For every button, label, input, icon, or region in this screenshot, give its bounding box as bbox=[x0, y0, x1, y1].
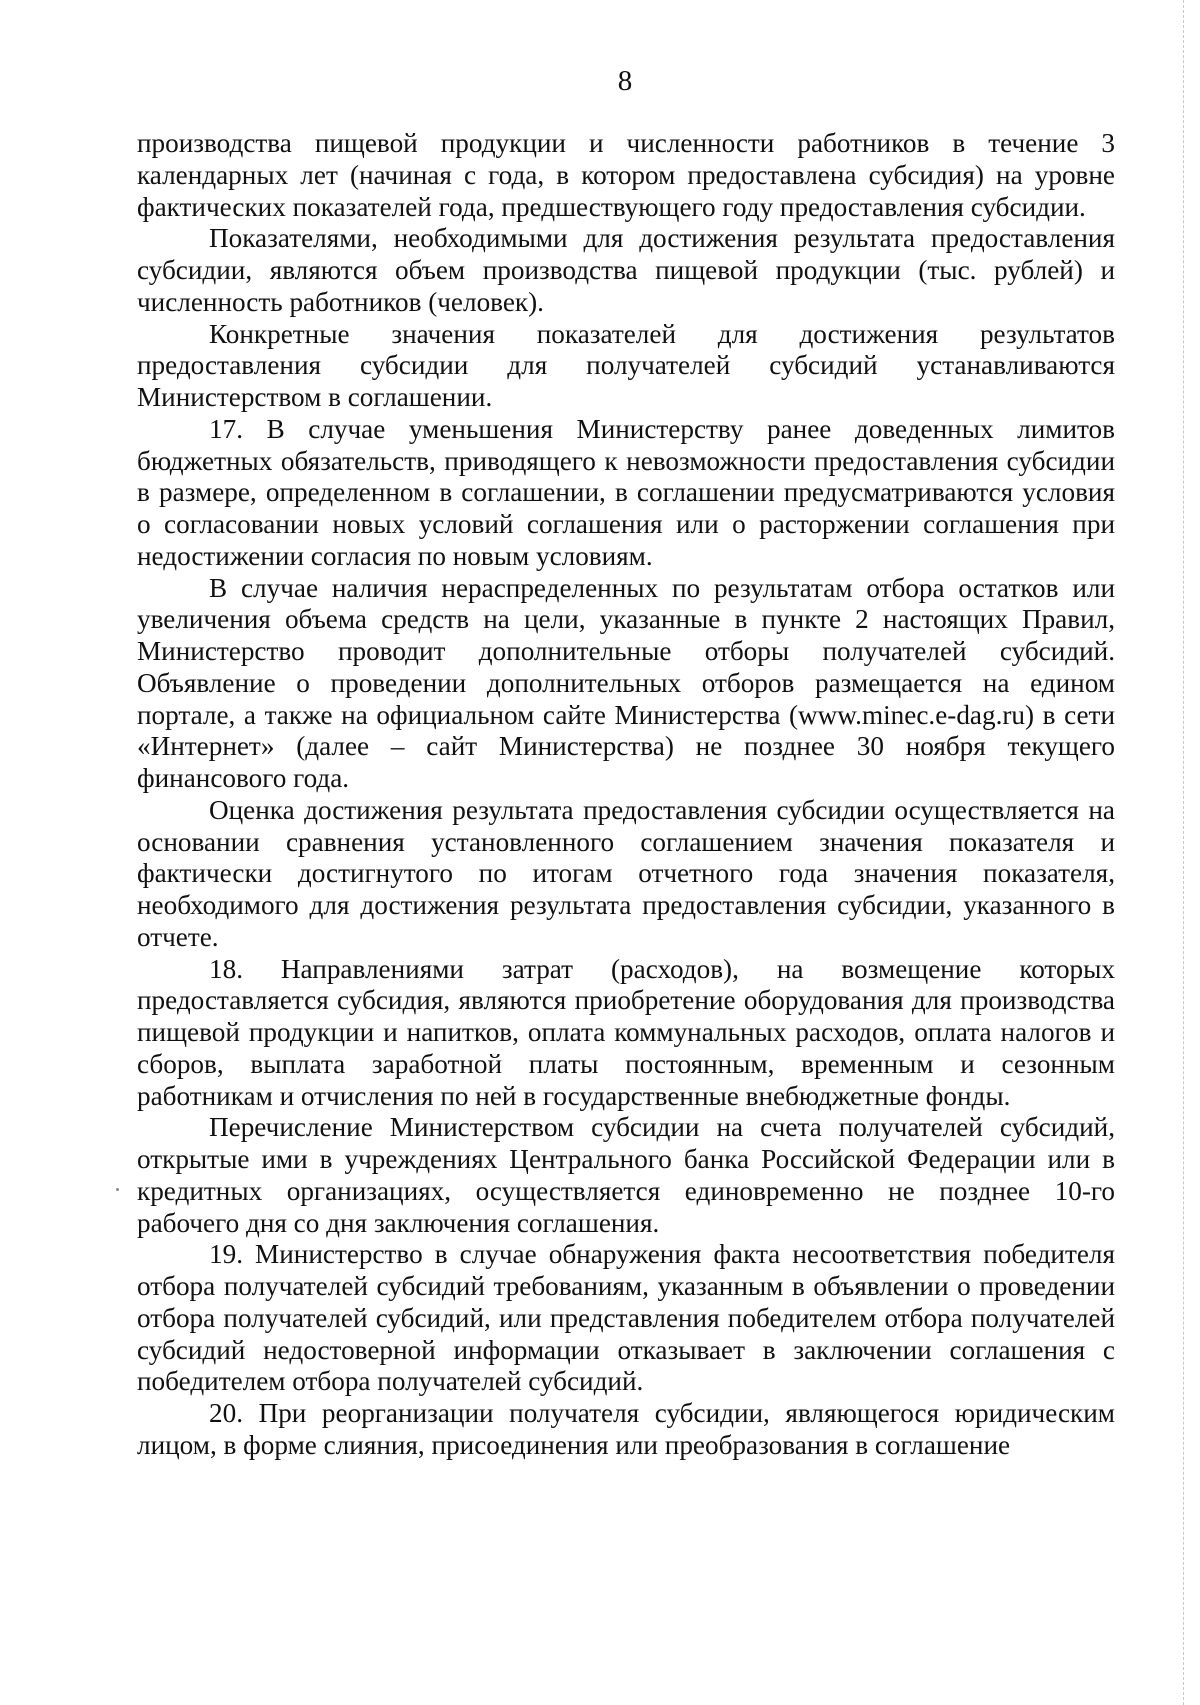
paragraph-additional-selection: В случае наличия нераспределенных по результатам отбора остатков или увеличения объема средств на цели, указанные в пункте 2 настоящих Правил, Министерство проводит дополнительные отборы получателей субсидий. Объявление о проведении дополнительных отборов размещается на едином портале, а также на официальном сайте Министерства (www.minec.e-dag.ru) в сети «Интернет» (далее – сайт Министерства) не позднее 30 ноября текущего финансового года. bbox=[137, 572, 1115, 793]
paragraph-clause-20: 20. При реорганизации получателя субсидии, являющегося юридическим лицом, в форме слияния, присоединения или преобразования в соглашение bbox=[137, 1398, 1115, 1460]
paragraph-indicators: Показателями, необходимыми для достижения результата предоставления субсидии, являются объем производства пищевой продукции (тыс. рублей) и численность работников (человек). bbox=[137, 223, 1115, 317]
scan-speck bbox=[116, 1188, 119, 1191]
document-body bbox=[137, 128, 1115, 1462]
paragraph-specific-values: Конкретные значения показателей для достижения результатов предоставления субсидии для получателей субсидий устанавливаются Министерством в соглашении. bbox=[137, 318, 1115, 412]
paragraph-transfer: Перечисление Министерством субсидии на счета получателей субсидий, открытые ими в учреждениях Центрального банка Российской Федерации или в кредитных организациях, осуществляется единовременно не позднее 10-го рабочего дня со дня заключения соглашения. bbox=[137, 1112, 1115, 1238]
scan-margin-line bbox=[1182, 0, 1184, 1705]
paragraph-evaluation: Оценка достижения результата предоставления субсидии осуществляется на основании сравнения установленного соглашением значения показателя и фактически достигнутого по итогам отчетного года значения показателя, необходимого для достижения результата предоставления субсидии, указанного в отчете. bbox=[137, 794, 1115, 952]
paragraph-clause-18: 18. Направлениями затрат (расходов), на возмещение которых предоставляется субсидия, являются приобретение оборудования для производства пищевой продукции и напитков, оплата коммунальных расходов, оплата налогов и сборов, выплата заработной платы постоянным, временным и сезонным работникам и отчисления по ней в государственные внебюджетные фонды. bbox=[137, 953, 1115, 1111]
paragraph-continuation: производства пищевой продукции и численности работников в течение 3 календарных лет (начиная с года, в котором предоставлена субсидия) на уровне фактических показателей года, предшествующего году предоставления субсидии. bbox=[137, 128, 1115, 222]
page-number: 8 bbox=[617, 65, 633, 97]
paragraph-clause-19: 19. Министерство в случае обнаружения факта несоответствия победителя отбора получателей субсидий требованиям, указанным в объявлении о проведении отбора получателей субсидий, или представления победителем отбора получателей субсидий недостоверной информации отказывает в заключении соглашения с победителем отбора получателей субсидий. bbox=[137, 1239, 1115, 1397]
paragraph-clause-17: 17. В случае уменьшения Министерству ранее доведенных лимитов бюджетных обязательств, приводящего к невозможности предоставления субсидии в размере, определенном в соглашении, в соглашении предусматриваются условия о согласовании новых условий соглашения или о расторжении соглашения при недостижении согласия по новым условиям. bbox=[137, 413, 1115, 571]
